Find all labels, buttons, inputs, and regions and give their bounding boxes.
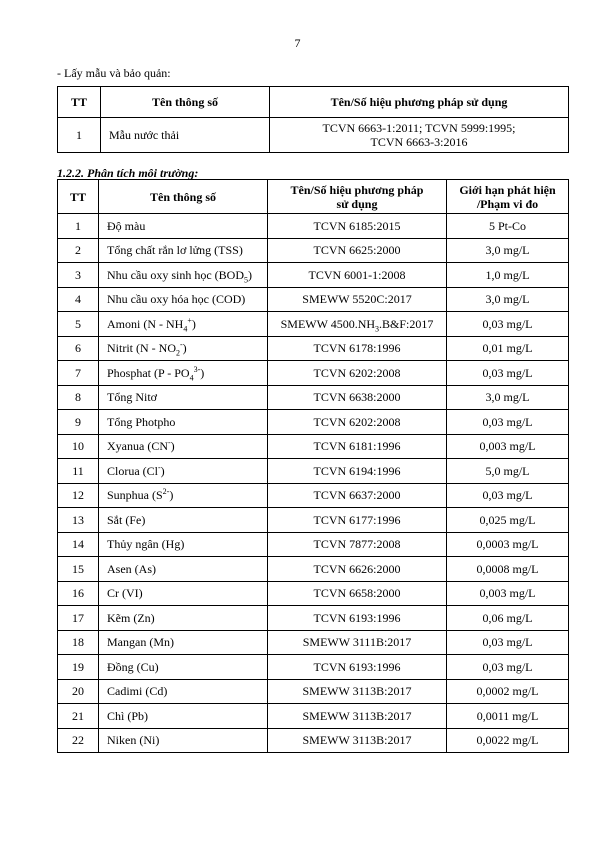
cell-parameter	[99, 287, 268, 312]
cell-method	[268, 630, 447, 655]
parameter-name: Chì (Pb)	[107, 708, 149, 723]
header-limit-line-2: /Phạm vi đo	[476, 196, 539, 211]
cell-parameter	[99, 483, 268, 508]
cell-tt: 17	[58, 606, 99, 631]
parameter-name: Niken (Ni)	[107, 733, 160, 748]
table-row	[58, 655, 569, 680]
cell-detection-limit: 0,0008 mg/L	[447, 557, 569, 582]
parameter-name: Mangan (Mn)	[107, 635, 174, 650]
method-method: TCVN 6202:2008	[313, 365, 401, 380]
table-row	[58, 606, 569, 631]
cell-parameter	[99, 336, 268, 361]
cell-detection-limit: 0,03 mg/L	[447, 312, 569, 337]
cell-detection-limit: 0,01 mg/L	[447, 336, 569, 361]
cell-parameter	[99, 679, 268, 704]
cell-method	[268, 704, 447, 729]
method-method: TCVN 6202:2008	[313, 414, 401, 429]
cell-detection-limit: 0,0002 mg/L	[447, 679, 569, 704]
parameter-name: Clorua (Cl	[107, 463, 158, 478]
parameter-name: Tổng Nitơ	[107, 390, 158, 405]
method-method: TCVN 6626:2000	[313, 561, 401, 576]
method-method: TCVN 6658:2000	[313, 586, 401, 601]
table-header-row	[58, 87, 569, 118]
parameter-name: Sắt (Fe)	[107, 512, 146, 527]
table-row	[58, 459, 569, 484]
cell-parameter	[99, 532, 268, 557]
cell-method	[268, 532, 447, 557]
cell-detection-limit: 3,0 mg/L	[447, 385, 569, 410]
parameter-name-sub: 4	[189, 373, 194, 383]
parameter-name: Đồng (Cu)	[107, 659, 159, 674]
table-row	[58, 483, 569, 508]
method-method: TCVN 6177:1996	[313, 512, 401, 527]
parameter-name-sub: 4	[183, 324, 188, 334]
method-method: SMEWW 5520C:2017	[302, 292, 412, 307]
method-method: TCVN 6638:2000	[313, 390, 401, 405]
column-header-detection-limit	[447, 180, 569, 214]
table-row	[58, 704, 569, 729]
method-method: TCVN 6194:1996	[313, 463, 401, 478]
cell-method	[268, 336, 447, 361]
parameter-name: Nhu cầu oxy sinh học (BOD	[107, 267, 244, 282]
cell-parameter	[99, 655, 268, 680]
cell-tt: 21	[58, 704, 99, 729]
cell-method	[268, 606, 447, 631]
table-row	[58, 361, 569, 386]
cell-parameter	[99, 361, 268, 386]
header-limit-line-1: Giới hạn phát hiện	[459, 182, 556, 197]
cell-detection-limit: 0,03 mg/L	[447, 361, 569, 386]
cell-parameter	[99, 214, 268, 239]
parameter-name-end: )	[170, 439, 175, 454]
cell-tt: 16	[58, 581, 99, 606]
parameter-name-sub: 5	[243, 275, 248, 285]
cell-method	[268, 655, 447, 680]
table-row	[58, 581, 569, 606]
parameter-name-end: )	[169, 488, 174, 503]
cell-method	[268, 679, 447, 704]
parameter-name-end: )	[182, 341, 187, 356]
parameter-name: Asen (As)	[107, 561, 156, 576]
column-header-tt: TT	[58, 87, 101, 118]
parameter-name-sup: +	[187, 315, 192, 325]
cell-tt: 13	[58, 508, 99, 533]
method-method-end: .B&F:2017	[379, 316, 434, 331]
method-method: SMEWW 3113B:2017	[302, 684, 412, 699]
cell-parameter	[99, 312, 268, 337]
table-row	[58, 728, 569, 753]
method-method: TCVN 7877:2008	[313, 537, 401, 552]
method-method: TCVN 6185:2015	[313, 218, 401, 233]
cell-detection-limit: 0,025 mg/L	[447, 508, 569, 533]
cell-method	[268, 385, 447, 410]
cell-detection-limit: 0,03 mg/L	[447, 630, 569, 655]
parameter-name-sup: 2-	[162, 487, 170, 497]
method-method-sub: 3	[375, 324, 380, 334]
method-method: TCVN 6625:2000	[313, 243, 401, 258]
cell-detection-limit: 5,0 mg/L	[447, 459, 569, 484]
column-header-method: Tên/Số hiệu phương pháp sử dụng	[270, 87, 569, 118]
cell-tt: 8	[58, 385, 99, 410]
cell-parameter	[99, 557, 268, 582]
method-method: TCVN 6193:1996	[313, 610, 401, 625]
cell-method	[268, 410, 447, 435]
table-row	[58, 336, 569, 361]
method-method: SMEWW 3113B:2017	[302, 733, 412, 748]
method-method: TCVN 6637:2000	[313, 488, 401, 503]
column-header-method	[268, 180, 447, 214]
cell-method	[268, 581, 447, 606]
parameter-name: Tổng chất rắn lơ lửng (TSS)	[107, 243, 243, 258]
parameter-name: Thủy ngân (Hg)	[107, 537, 185, 552]
parameter-name: Cadimi (Cd)	[107, 684, 168, 699]
cell-detection-limit: 0,03 mg/L	[447, 483, 569, 508]
cell-parameter	[99, 385, 268, 410]
cell-detection-limit: 0,03 mg/L	[447, 655, 569, 680]
method-method: TCVN 6193:1996	[313, 659, 401, 674]
parameter-name-end: )	[160, 463, 165, 478]
cell-detection-limit: 0,0011 mg/L	[447, 704, 569, 729]
cell-tt: 1	[58, 214, 99, 239]
cell-parameter	[99, 263, 268, 288]
cell-tt: 7	[58, 361, 99, 386]
cell-tt: 14	[58, 532, 99, 557]
method-method: TCVN 6181:1996	[313, 439, 401, 454]
cell-parameter	[99, 434, 268, 459]
cell-tt: 6	[58, 336, 99, 361]
column-header-parameter: Tên thông số	[101, 87, 270, 118]
cell-tt: 5	[58, 312, 99, 337]
parameter-name: Cr (VI)	[107, 586, 143, 601]
cell-detection-limit: 0,003 mg/L	[447, 434, 569, 459]
cell-parameter	[99, 238, 268, 263]
cell-tt: 2	[58, 238, 99, 263]
analysis-table	[57, 179, 569, 753]
parameter-name: Độ màu	[107, 218, 146, 233]
cell-parameter	[99, 508, 268, 533]
cell-method	[268, 508, 447, 533]
method-line-1: TCVN 6663-1:2011; TCVN 5999:1995;	[322, 121, 516, 135]
table-row	[58, 238, 569, 263]
parameter-name: Nitrit (N - NO	[107, 341, 176, 356]
parameter-name: Kẽm (Zn)	[107, 610, 155, 625]
page-number: 7	[294, 36, 301, 50]
cell-method	[268, 214, 447, 239]
header-method-line-2: sử dụng	[336, 196, 378, 211]
parameter-name: Tổng Photpho	[107, 414, 176, 429]
cell-method	[268, 434, 447, 459]
cell-method	[268, 287, 447, 312]
parameter-name-end: )	[247, 267, 252, 282]
parameter-name-end: )	[191, 316, 196, 331]
table-row	[58, 312, 569, 337]
cell-tt: 3	[58, 263, 99, 288]
table-row	[58, 263, 569, 288]
cell-parameter	[99, 630, 268, 655]
table-row	[58, 630, 569, 655]
table-row	[58, 557, 569, 582]
table-row	[58, 508, 569, 533]
table-row	[58, 385, 569, 410]
table-row	[58, 434, 569, 459]
method-method: TCVN 6001-1:2008	[308, 267, 406, 282]
parameter-name: Nhu cầu oxy hóa học (COD)	[107, 292, 246, 307]
cell-tt: 1	[58, 118, 101, 153]
cell-method	[268, 728, 447, 753]
cell-method	[268, 459, 447, 484]
parameter-name-sub: 2	[176, 348, 180, 358]
cell-tt: 19	[58, 655, 99, 680]
parameter-name-sup: -	[158, 462, 161, 472]
cell-tt: 4	[58, 287, 99, 312]
cell-tt: 18	[58, 630, 99, 655]
section-heading: 1.2.2. Phân tích môi trường:	[57, 166, 199, 180]
cell-tt: 22	[58, 728, 99, 753]
parameter-name: Phosphat (P - PO	[107, 365, 190, 380]
cell-method	[270, 118, 569, 153]
cell-tt: 9	[58, 410, 99, 435]
table-header-row	[58, 180, 569, 214]
cell-parameter	[99, 728, 268, 753]
cell-parameter: Mẫu nước thải	[101, 118, 270, 153]
cell-detection-limit: 1,0 mg/L	[447, 263, 569, 288]
table-row	[58, 679, 569, 704]
cell-detection-limit: 5 Pt-Co	[447, 214, 569, 239]
cell-parameter	[99, 581, 268, 606]
sampling-table	[57, 86, 569, 153]
table-row	[58, 287, 569, 312]
method-method: SMEWW 3111B:2017	[302, 635, 412, 650]
cell-method	[268, 263, 447, 288]
cell-method	[268, 483, 447, 508]
method-line-2: TCVN 6663-3:2016	[370, 135, 468, 149]
parameter-name: Sunphua (S	[107, 488, 163, 503]
table-row	[58, 532, 569, 557]
column-header-tt: TT	[58, 180, 99, 214]
parameter-name: Xyanua (CN	[107, 439, 168, 454]
cell-parameter	[99, 704, 268, 729]
parameter-name-end: )	[200, 365, 205, 380]
cell-tt: 11	[58, 459, 99, 484]
cell-tt: 12	[58, 483, 99, 508]
cell-detection-limit: 0,0022 mg/L	[447, 728, 569, 753]
cell-detection-limit: 0,06 mg/L	[447, 606, 569, 631]
cell-method	[268, 557, 447, 582]
column-header-parameter: Tên thông số	[99, 180, 268, 214]
cell-detection-limit: 0,0003 mg/L	[447, 532, 569, 557]
method-method: TCVN 6178:1996	[313, 341, 401, 356]
cell-tt: 10	[58, 434, 99, 459]
cell-tt: 15	[58, 557, 99, 582]
cell-detection-limit: 0,003 mg/L	[447, 581, 569, 606]
cell-parameter	[99, 459, 268, 484]
cell-method	[268, 238, 447, 263]
cell-tt: 20	[58, 679, 99, 704]
table-row	[58, 410, 569, 435]
cell-detection-limit: 0,03 mg/L	[447, 410, 569, 435]
parameter-name-sup: 3-	[193, 364, 201, 374]
parameter-name: Amoni (N - NH	[107, 316, 184, 331]
analysis-table-body	[58, 214, 569, 753]
sampling-heading: - Lấy mẫu và bảo quản:	[57, 66, 171, 80]
cell-detection-limit: 3,0 mg/L	[447, 238, 569, 263]
cell-detection-limit: 3,0 mg/L	[447, 287, 569, 312]
cell-method	[268, 312, 447, 337]
cell-parameter	[99, 606, 268, 631]
parameter-name-sup: -	[167, 438, 171, 448]
method-method: SMEWW 4500.NH	[280, 316, 376, 331]
method-method: SMEWW 3113B:2017	[302, 708, 412, 723]
table-row	[58, 118, 569, 153]
cell-parameter	[99, 410, 268, 435]
table-row	[58, 214, 569, 239]
cell-method	[268, 361, 447, 386]
header-method-line-1: Tên/Số hiệu phương pháp	[290, 182, 424, 197]
parameter-name-sup: -	[180, 340, 183, 350]
